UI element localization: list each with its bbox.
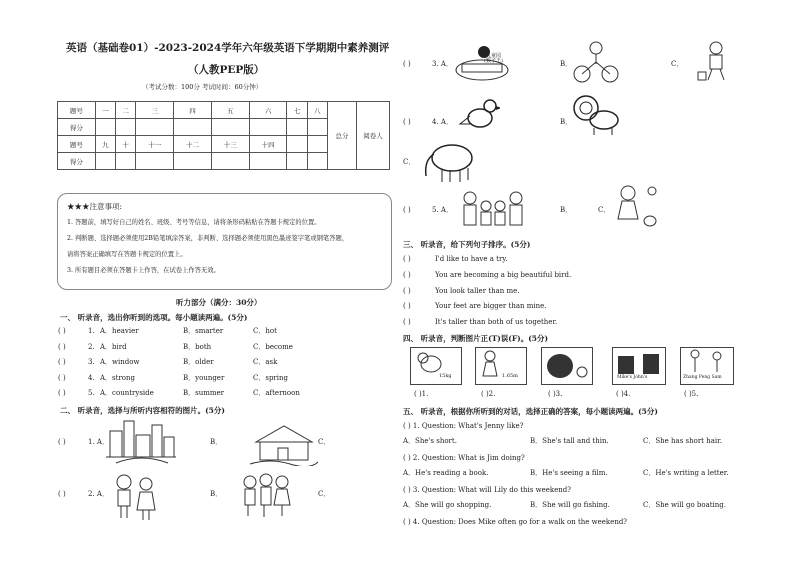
picture-box-gifts (612, 347, 666, 385)
score-cell: 三 (136, 102, 174, 119)
option-b: B．summer (183, 389, 225, 397)
picture-box-watermelon (541, 347, 593, 385)
option-c: C．ask (253, 358, 278, 366)
city-picture (106, 417, 176, 465)
question-text: ( ) 3. Question: What will Lily do this weekend? (403, 486, 572, 494)
option-a: A．bird (100, 342, 127, 351)
exam-title: 英语（基础卷01）-2023-2024学年六年级英语下学期期中素养测评 (66, 42, 390, 54)
sentence-item: You are becoming a big beautiful bird. (435, 270, 572, 279)
option-a: A．strong (100, 373, 136, 382)
question-text: ( ) 2. Question: What is Jim doing? (403, 454, 525, 462)
bike-picture (572, 40, 620, 84)
question-number: 3. (88, 358, 95, 366)
score-cell: 二 (116, 102, 136, 119)
exam-info: （考试分数：100分 考试时间：60分钟） (142, 83, 263, 91)
option-a: A．countryside (100, 389, 154, 397)
answer-blank[interactable]: ( ) (403, 255, 411, 263)
score-cell: 六 (249, 102, 287, 119)
question-number: 2. (88, 342, 95, 351)
notice-item: 1. 答题前，填写好自己的姓名、班级、考号等信息，请将条形码粘贴在答题卡规定的位置。 (67, 219, 321, 226)
option-a: A．heavier (100, 327, 139, 335)
sentence-item: It's taller than both of us together. (435, 318, 558, 327)
score-cell: 七 (287, 102, 307, 119)
option-label: B． (560, 206, 573, 214)
section-4-title: 四、 听录音，判断图片正(T)误(F)。(5分) (403, 334, 549, 343)
answer-blank[interactable]: ( ) (403, 60, 411, 68)
option-a: A．She will go shopping. (403, 501, 492, 509)
section-1-title: 一、 听录音，选出你听到的选项。每小题读两遍。(5分) (60, 313, 248, 322)
score-cell: 得分 (58, 119, 96, 136)
option-label: 5. A． (432, 206, 453, 214)
score-cell: 八 (307, 102, 327, 119)
answer-blank[interactable]: ( ) (58, 490, 66, 498)
option-c: C．She has short hair. (643, 437, 722, 445)
score-cell: 题号 (58, 136, 96, 153)
notice-item: 请将答案正确填写在答题卡规定的位置上。 (67, 251, 187, 258)
two-kids-picture (110, 472, 160, 522)
option-label: 1. A． (88, 438, 109, 446)
sentence-item: You look taller than me. (435, 286, 520, 295)
star-icon: ★★★ (67, 202, 90, 211)
question-number: 5. (88, 389, 95, 397)
box-label: 1.65m (502, 373, 518, 379)
picture-box-boys (680, 347, 734, 385)
option-label: B． (210, 438, 223, 446)
picture-box-dog (410, 347, 462, 385)
score-cell: 九 (95, 136, 115, 153)
option-label: 4. A． (432, 118, 453, 126)
lion-icon (570, 92, 620, 136)
score-cell: 五 (211, 102, 249, 119)
zoo-sign-text: 儿童园 (猴子王) (484, 53, 503, 64)
answer-blank[interactable]: ( )3. (548, 390, 563, 398)
three-kids-picture (238, 470, 294, 520)
option-c: C．hot (253, 327, 277, 335)
option-b: B．She's tall and thin. (530, 437, 609, 445)
answer-blank[interactable]: ( ) (403, 206, 411, 214)
option-label: B． (210, 490, 223, 498)
option-label: B． (560, 60, 573, 68)
option-c: C．afternoon (253, 389, 300, 397)
option-label: C． (403, 158, 416, 166)
answer-blank[interactable]: ( ) (58, 342, 66, 351)
box-label: 15kg (439, 373, 452, 379)
option-label: B． (560, 118, 573, 126)
section-3-title: 三、 听录音，给下列句子排序。(5分) (403, 240, 531, 249)
sentence-item: I'd like to have a try. (435, 255, 508, 263)
box-label: Zhang Peng Sam (683, 375, 722, 380)
answer-blank[interactable]: ( ) (403, 286, 411, 295)
gardening-picture (696, 40, 736, 84)
picture-box-girl (475, 347, 527, 385)
notice-item: 2. 判断题、选择题必须使用2B铅笔填涂答案，非判断、选择题必须使用黑色墨迹签字笔或钢笔答题， (67, 235, 349, 242)
option-label: C． (671, 60, 684, 68)
gift-icon (613, 348, 665, 376)
score-table (57, 101, 390, 170)
answer-blank[interactable]: ( ) (58, 327, 66, 335)
option-b: B．both (183, 342, 212, 351)
question-text: ( ) 4. Question: Does Mike often go for a walk on the weekend? (403, 518, 628, 526)
sentence-item: Your feet are bigger than mine. (435, 302, 547, 311)
girl-icon (476, 348, 526, 378)
option-label: 3. A． (432, 60, 453, 68)
option-label: C． (598, 206, 611, 214)
exam-subtitle: （人教PEP版） (188, 64, 265, 76)
answer-blank[interactable]: ( ) (58, 389, 66, 397)
score-cell-marker: 阅卷人 (357, 102, 390, 170)
score-cell: 题号 (58, 102, 96, 119)
answer-blank[interactable]: ( ) (403, 302, 411, 311)
elephant-icon (420, 140, 476, 184)
dog-icon (411, 348, 461, 376)
answer-blank[interactable]: ( ) (403, 270, 411, 279)
option-label: 2. A． (88, 490, 109, 498)
answer-blank[interactable]: ( ) (58, 373, 66, 382)
score-cell: 四 (174, 102, 212, 119)
answer-blank[interactable]: ( )1. (414, 390, 429, 398)
option-b: B．younger (183, 373, 225, 382)
question-number: 4. (88, 373, 95, 382)
option-a: A．She's short. (403, 437, 457, 445)
answer-blank[interactable]: ( )4. (616, 390, 631, 398)
answer-blank[interactable]: ( )5. (684, 390, 699, 398)
score-cell: 十四 (249, 136, 287, 153)
option-c: C．spring (253, 373, 289, 382)
notice-item: 3. 所有题目必须在答题卡上作答，在试卷上作答无效。 (67, 267, 220, 274)
zoo-sign-picture (452, 44, 514, 82)
option-label: C． (318, 490, 331, 498)
answer-blank[interactable]: ( ) (58, 438, 66, 446)
option-b: B．He's seeing a film. (530, 469, 608, 477)
answer-blank[interactable]: ( ) (403, 318, 411, 327)
score-cell: 十二 (174, 136, 212, 153)
score-cell: 得分 (58, 153, 96, 170)
boys-icon (681, 348, 733, 376)
section-2-title: 二、 听录音，选择与所听内容相符的图片。(5分) (60, 406, 225, 415)
option-b: B．She will go fishing. (530, 501, 610, 509)
farm-picture (250, 420, 318, 466)
answer-blank[interactable]: ( ) (403, 118, 411, 126)
notice-title: ★★★注意事项: (67, 202, 123, 211)
option-b: B．older (183, 358, 214, 366)
score-cell: 十三 (211, 136, 249, 153)
girl-with-pet-picture (610, 183, 662, 231)
option-c: C．become (253, 342, 293, 351)
option-c: C．He's writing a letter. (643, 469, 729, 477)
question-text: ( ) 1. Question: What's Jenny like? (403, 422, 524, 430)
score-cell: 十一 (136, 136, 174, 153)
answer-blank[interactable]: ( ) (58, 358, 66, 366)
option-label: C． (318, 438, 331, 446)
question-number: 1. (88, 327, 95, 335)
score-cell: 一 (95, 102, 115, 119)
answer-blank[interactable]: ( )2. (481, 390, 496, 398)
option-a: A．window (100, 358, 140, 366)
section-5-title: 五、 听录音，根据你所听到的对话，选择正确的答案，每小题读两遍。(5分) (403, 407, 658, 416)
option-c: C．She will go boating. (643, 501, 727, 509)
family-picture (460, 188, 526, 228)
box-label: Mike's John's (617, 375, 648, 380)
bird-icon (458, 94, 500, 134)
option-b: B．smarter (183, 327, 224, 335)
listening-heading: 听力部分（满分：30分） (176, 298, 262, 307)
option-a: A．He's reading a book. (403, 469, 489, 477)
score-cell-total: 总分 (328, 102, 357, 170)
score-cell: 十 (116, 136, 136, 153)
watermelon-icon (542, 348, 592, 384)
